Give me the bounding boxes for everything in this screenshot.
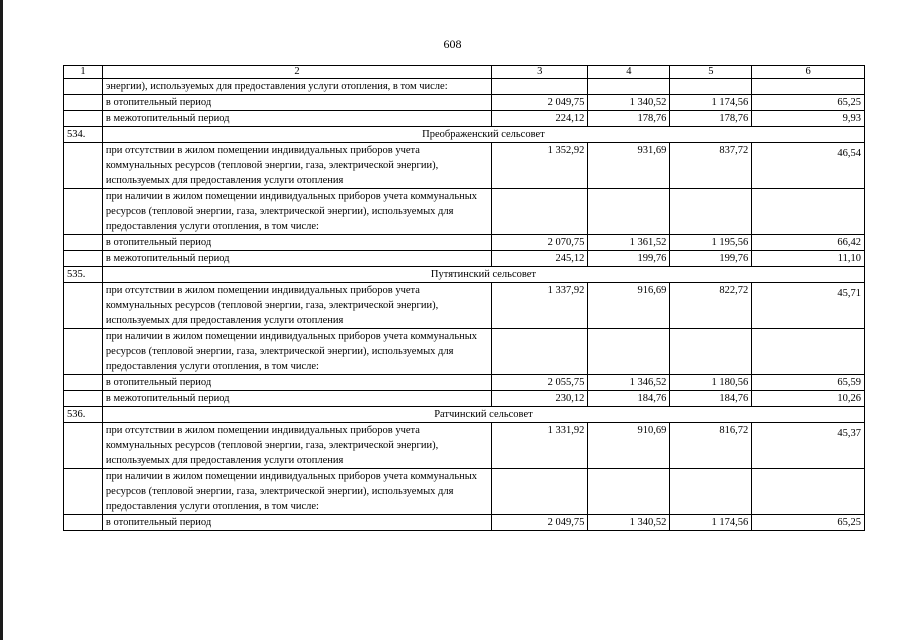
value-col6: 46,54 xyxy=(752,143,865,189)
row-description: при наличии в жилом помещении индивидуальных приборов учета коммунальных ресурсов (тепловой энергии, газа, электрической энергии), используемых для предоставления услуги отопления, в том числе: xyxy=(102,329,491,375)
section-number: 534. xyxy=(64,127,103,143)
row-label: в межотопительный период xyxy=(102,251,491,267)
col-header-6: 6 xyxy=(752,66,865,79)
section-name: Путятинский сельсовет xyxy=(102,267,864,283)
value-col3: 2 049,75 xyxy=(492,95,588,111)
value-col4: 910,69 xyxy=(588,423,670,469)
row-description: при отсутствии в жилом помещении индивидуальных приборов учета коммунальных ресурсов (тепловой энергии, газа, электрической энергии), используемых для предоставления услуги отопления xyxy=(102,283,491,329)
value-col5: 1 174,56 xyxy=(670,95,752,111)
value-col4: 178,76 xyxy=(588,111,670,127)
section-row xyxy=(64,127,865,143)
section-row xyxy=(64,267,865,283)
value-col3: 230,12 xyxy=(492,391,588,407)
table-row xyxy=(64,375,865,391)
value-col6: 65,59 xyxy=(752,375,865,391)
table-row xyxy=(64,111,865,127)
value-col4: 916,69 xyxy=(588,283,670,329)
value-col3: 1 331,92 xyxy=(492,423,588,469)
value-col4: 931,69 xyxy=(588,143,670,189)
value-col5: 1 174,56 xyxy=(670,515,752,531)
value-col4: 184,76 xyxy=(588,391,670,407)
table-row xyxy=(64,251,865,267)
section-name: Преображенский сельсовет xyxy=(102,127,864,143)
section-row xyxy=(64,407,865,423)
value-col6: 11,10 xyxy=(752,251,865,267)
value-col4: 1 340,52 xyxy=(588,515,670,531)
row-description: при отсутствии в жилом помещении индивидуальных приборов учета коммунальных ресурсов (тепловой энергии, газа, электрической энергии), используемых для предоставления услуги отопления xyxy=(102,423,491,469)
header-row xyxy=(64,66,865,79)
table-row xyxy=(64,391,865,407)
row-description: при наличии в жилом помещении индивидуальных приборов учета коммунальных ресурсов (тепловой энергии, газа, электрической энергии), используемых для предоставления услуги отопления, в том числе: xyxy=(102,189,491,235)
value-col4: 199,76 xyxy=(588,251,670,267)
col-header-3: 3 xyxy=(492,66,588,79)
value-col5: 1 195,56 xyxy=(670,235,752,251)
tariff-table xyxy=(63,65,865,531)
value-col5: 184,76 xyxy=(670,391,752,407)
value-col6: 10,26 xyxy=(752,391,865,407)
section-name: Ратчинский сельсовет xyxy=(102,407,864,423)
row-label: в отопительный период xyxy=(102,95,491,111)
value-col3: 245,12 xyxy=(492,251,588,267)
table-row xyxy=(64,469,865,515)
value-col3: 1 337,92 xyxy=(492,283,588,329)
page-edge-bar xyxy=(0,0,3,640)
value-col4: 1 361,52 xyxy=(588,235,670,251)
section-number: 536. xyxy=(64,407,103,423)
value-col5: 822,72 xyxy=(670,283,752,329)
row-label: в межотопительный период xyxy=(102,391,491,407)
value-col4: 1 340,52 xyxy=(588,95,670,111)
value-col3: 1 352,92 xyxy=(492,143,588,189)
row-description: при отсутствии в жилом помещении индивидуальных приборов учета коммунальных ресурсов (тепловой энергии, газа, электрической энергии), используемых для предоставления услуги отопления xyxy=(102,143,491,189)
value-col3: 2 049,75 xyxy=(492,515,588,531)
table-row xyxy=(64,143,865,189)
value-col4: 1 346,52 xyxy=(588,375,670,391)
value-col6: 65,25 xyxy=(752,95,865,111)
value-col5: 837,72 xyxy=(670,143,752,189)
value-col6: 45,37 xyxy=(752,423,865,469)
col-header-1: 1 xyxy=(64,66,103,79)
row-label: в отопительный период xyxy=(102,375,491,391)
table-row xyxy=(64,95,865,111)
row-label: в отопительный период xyxy=(102,515,491,531)
col-header-4: 4 xyxy=(588,66,670,79)
col-header-5: 5 xyxy=(670,66,752,79)
table-row xyxy=(64,329,865,375)
table-row xyxy=(64,283,865,329)
value-col5: 199,76 xyxy=(670,251,752,267)
page-number: 608 xyxy=(443,37,462,51)
value-col3: 2 055,75 xyxy=(492,375,588,391)
row-label: в межотопительный период xyxy=(102,111,491,127)
row-label: в отопительный период xyxy=(102,235,491,251)
value-col6: 66,42 xyxy=(752,235,865,251)
section-number: 535. xyxy=(64,267,103,283)
table-row xyxy=(64,189,865,235)
value-col3: 2 070,75 xyxy=(492,235,588,251)
table-row xyxy=(64,79,865,95)
row-description: при наличии в жилом помещении индивидуальных приборов учета коммунальных ресурсов (тепловой энергии, газа, электрической энергии), используемых для предоставления услуги отопления, в том числе: xyxy=(102,469,491,515)
table-row xyxy=(64,423,865,469)
value-col5: 816,72 xyxy=(670,423,752,469)
col-header-2: 2 xyxy=(102,66,491,79)
value-col5: 1 180,56 xyxy=(670,375,752,391)
value-col3: 224,12 xyxy=(492,111,588,127)
value-col6: 45,71 xyxy=(752,283,865,329)
table-row xyxy=(64,235,865,251)
row-description: энергии), используемых для предоставления услуги отопления, в том числе: xyxy=(102,79,491,95)
value-col6: 65,25 xyxy=(752,515,865,531)
value-col5: 178,76 xyxy=(670,111,752,127)
value-col6: 9,93 xyxy=(752,111,865,127)
table-row xyxy=(64,515,865,531)
